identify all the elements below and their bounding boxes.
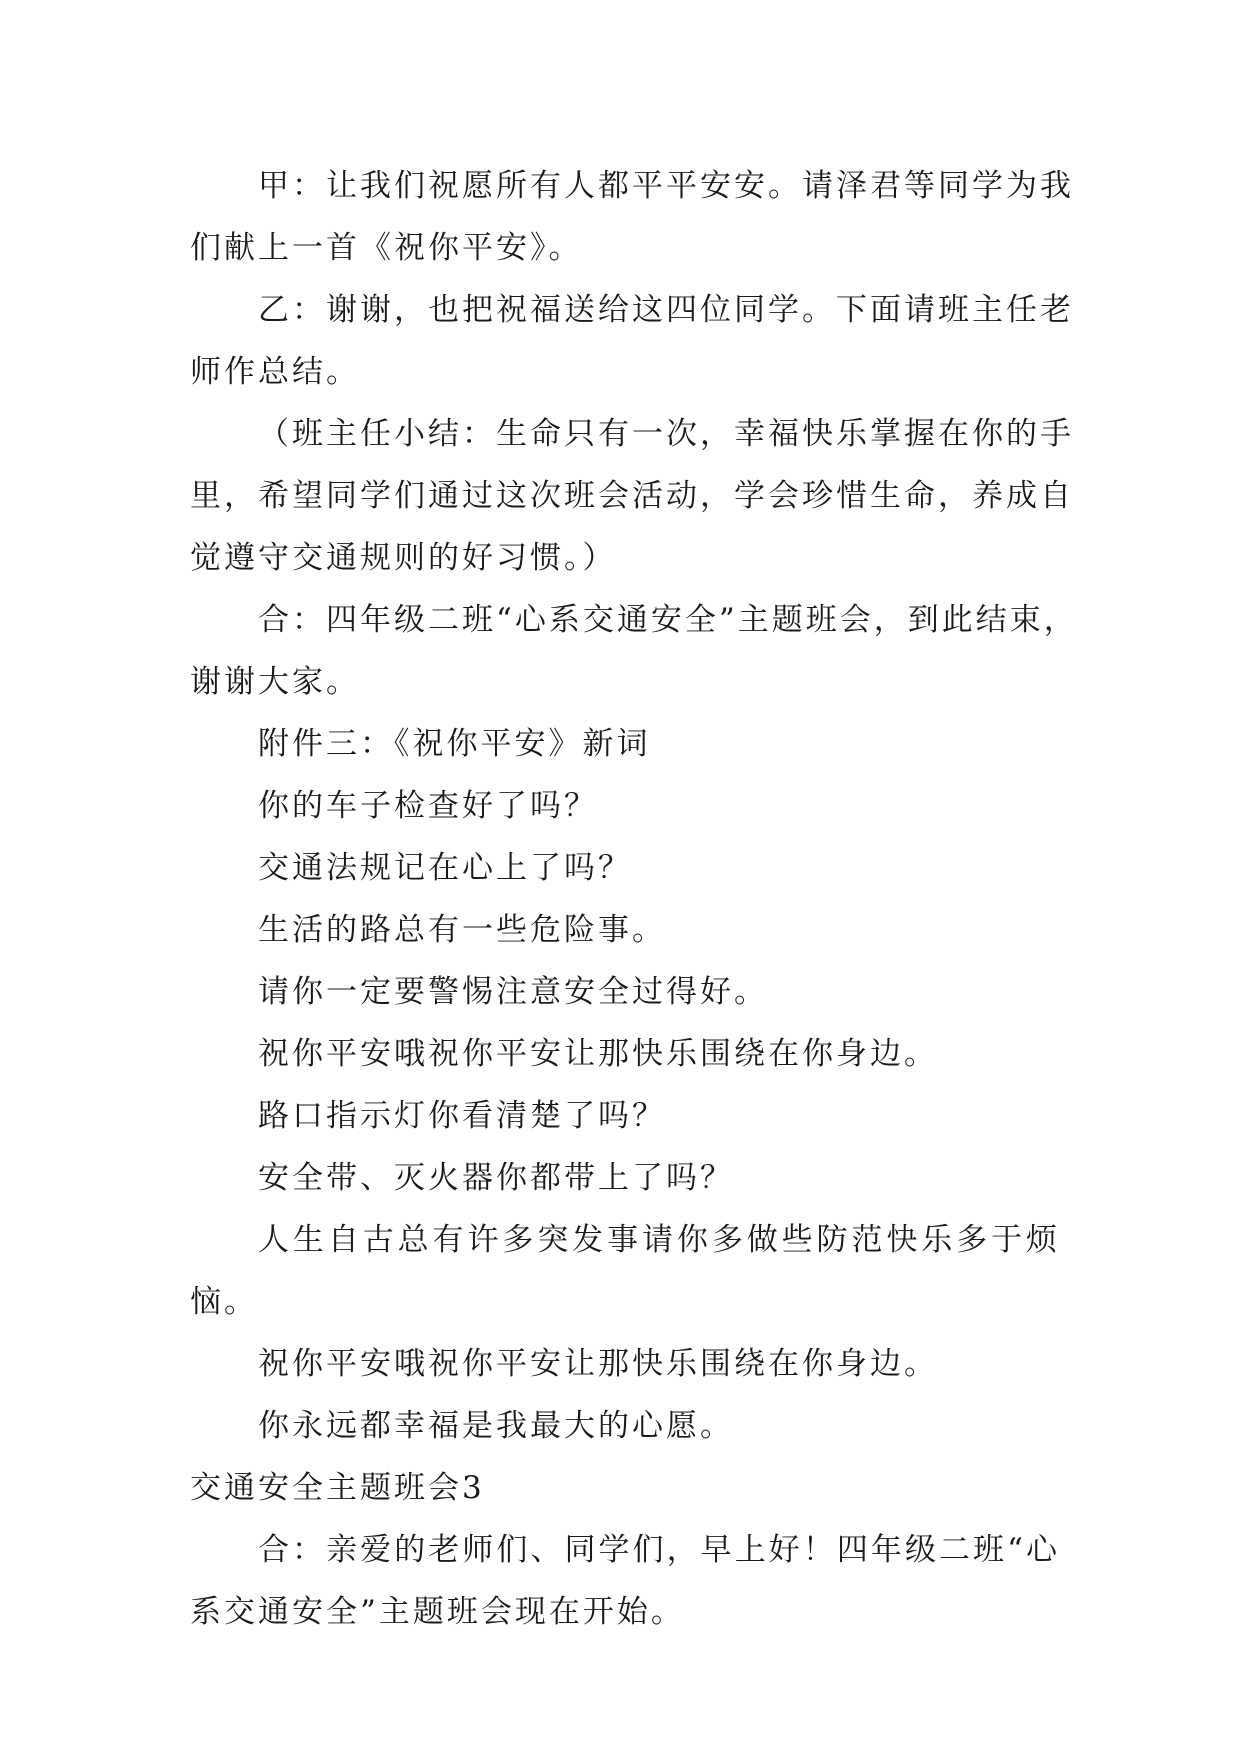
lyric-line: 人生自古总有许多突发事请你多做些防范快乐多于烦 xyxy=(258,1222,1060,1258)
paragraph-line: 师作总结。 xyxy=(190,354,360,390)
lyric-line: 请你一定要警惕注意安全过得好。 xyxy=(258,974,768,1010)
lyric-line: 祝你平安哦祝你平安让那快乐围绕在你身边。 xyxy=(258,1036,938,1072)
paragraph-line: 谢谢大家。 xyxy=(190,664,360,700)
lyric-line: 恼。 xyxy=(190,1284,258,1320)
paragraph-line: 觉遵守交通规则的好习惯。） xyxy=(190,540,617,576)
lyric-line: 路口指示灯你看清楚了吗？ xyxy=(258,1098,666,1134)
appendix-heading: 附件三：《祝你平安》新词 xyxy=(258,726,651,762)
paragraph-line: 们献上一首《祝你平安》。 xyxy=(190,230,583,266)
section-heading: 交通安全主题班会3 xyxy=(190,1470,485,1506)
lyric-line: 你永远都幸福是我最大的心愿。 xyxy=(258,1408,734,1444)
paragraph-line: 合：亲爱的老师们、同学们，早上好！四年级二班“心 xyxy=(258,1532,1060,1568)
paragraph-line: 甲：让我们祝愿所有人都平平安安。请泽君等同学为我 xyxy=(258,168,1074,204)
lyric-line: 祝你平安哦祝你平安让那快乐围绕在你身边。 xyxy=(258,1346,938,1382)
lyric-line: 你的车子检查好了吗？ xyxy=(258,788,598,824)
paragraph-line: （班主任小结：生命只有一次，幸福快乐掌握在你的手 xyxy=(258,416,1074,452)
lyric-line: 交通法规记在心上了吗？ xyxy=(258,850,632,886)
paragraph-line: 系交通安全”主题班会现在开始。 xyxy=(190,1594,685,1630)
lyric-line: 生活的路总有一些危险事。 xyxy=(258,912,666,948)
lyric-line: 安全带、灭火器你都带上了吗？ xyxy=(258,1160,734,1196)
paragraph-line: 合：四年级二班“心系交通安全”主题班会，到此结束， xyxy=(258,602,1078,638)
paragraph-line: 乙：谢谢，也把祝福送给这四位同学。下面请班主任老 xyxy=(258,292,1074,328)
paragraph-line: 里，希望同学们通过这次班会活动，学会珍惜生命，养成自 xyxy=(190,478,1074,514)
